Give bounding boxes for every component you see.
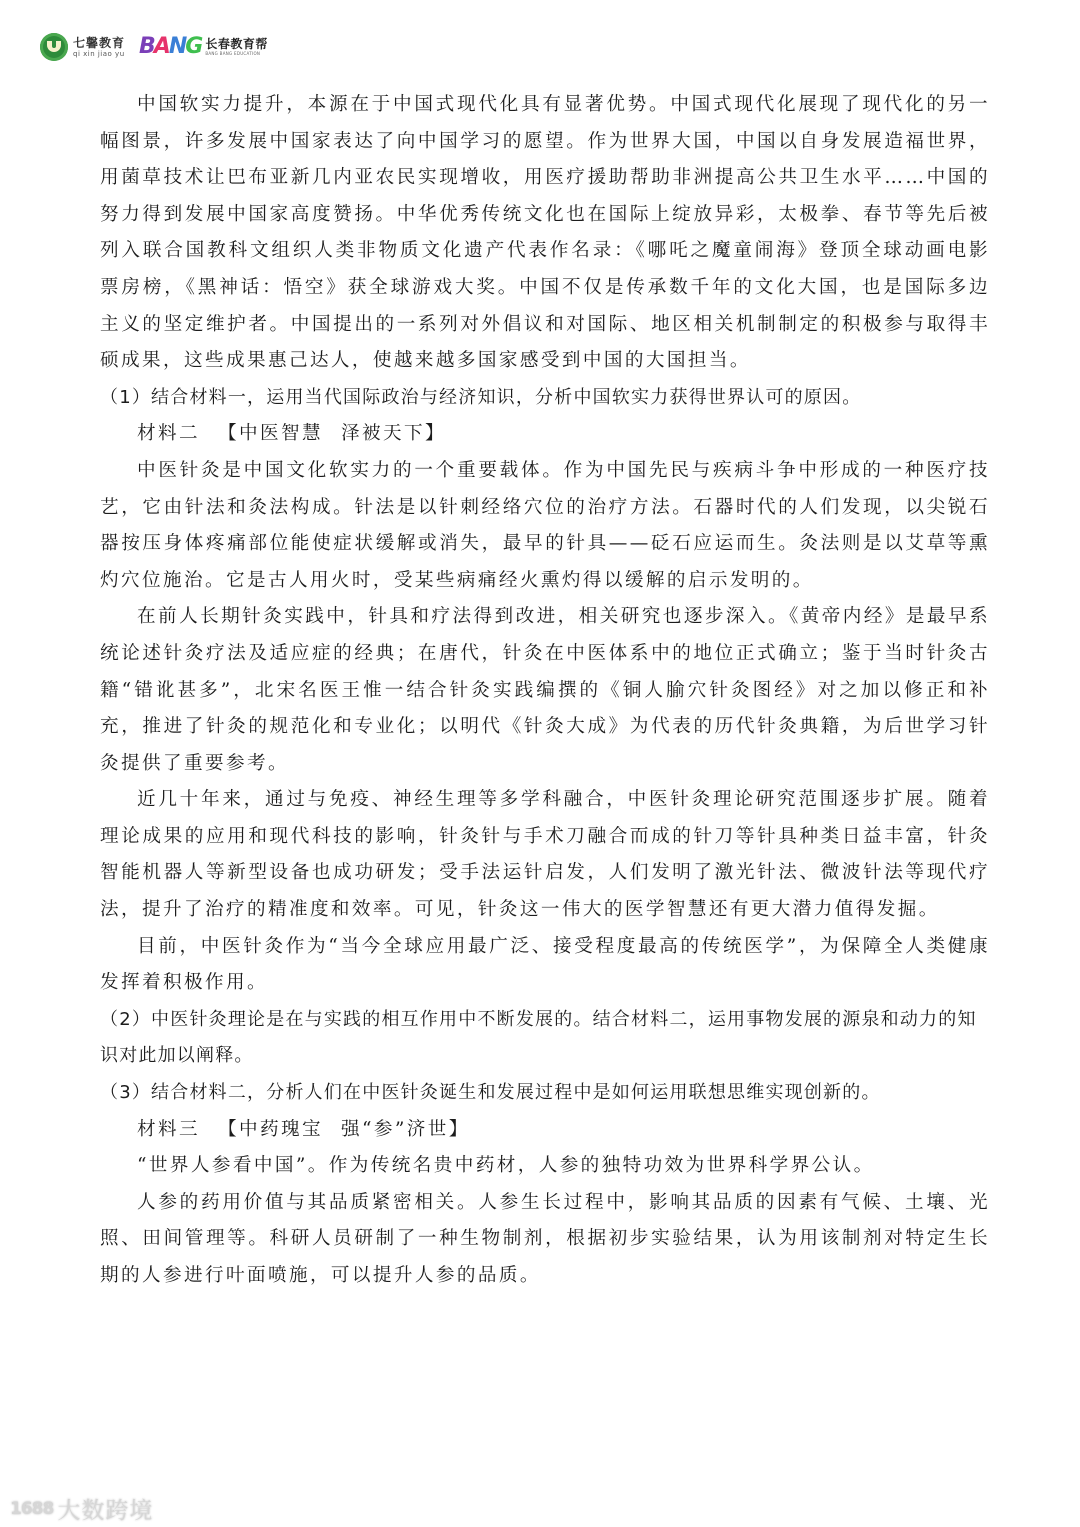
qixin-logo-text [73, 37, 125, 58]
qixin-name-cn: 七馨教育 [73, 35, 126, 50]
watermark-text: 大数跨境 [57, 1498, 154, 1524]
watermark-logo-icon: 1688 [10, 1498, 54, 1519]
material-three-title-part1: 【中药瑰宝 [217, 1118, 323, 1140]
qixin-name-pinyin: qi xin jiao yu [73, 49, 125, 58]
material-three-title-part2: 强“参”济世】 [340, 1118, 470, 1140]
question-1: （1）结合材料一，运用当代国际政治与经济知识，分析中国软实力获得世界认可的原因。 [100, 386, 862, 408]
material-two-paragraph: 近几十年来，通过与免疫、神经生理等多学科融合，中医针灸理论研究范围逐步扩展。随着理论成果的应用和现代科技的影响，针灸针与手术刀融合而成的针刀等针具种类日益丰富，针灸智能机器人等新型设备也成功研发；受手法运针启发，人们发明了激光针法、微波针法等现代疗法，提升了治疗的精准度和效率。可见，针灸这一伟大的医学智慧还有更大潜力值得发掘。 [100, 789, 990, 921]
material-two-paragraph: 目前，中医针灸作为“当今全球应用最广泛、接受程度最高的传统医学”，为保障全人类健康发挥着积极作用。 [100, 935, 990, 994]
material-three-label: 材料三 [137, 1118, 200, 1140]
material-three-paragraph: “世界人参看中国”。作为传统名贵中药材，人参的独特功效为世界科学界公认。 [137, 1155, 875, 1177]
material-three-heading [100, 1112, 990, 1149]
question-3: （3）结合材料二，分析人们在中医针灸诞生和发展过程中是如何运用联想思维实现创新的。 [100, 1082, 881, 1104]
bang-name-en: BANG BANG EDUCATION [205, 51, 261, 56]
bang-logo-text [205, 38, 268, 56]
material-two-label: 材料二 [137, 423, 200, 445]
material-two-heading [100, 416, 990, 453]
document-body [100, 87, 990, 1295]
material-one-paragraph: 中国软实力提升，本源在于中国式现代化具有显著优势。中国式现代化展现了现代化的另一幅图景，许多发展中国家表达了向中国学习的愿望。作为世界大国，中国以自身发展造福世界，用菌草技术让巴布亚新几内亚农民实现增收，用医疗援助帮助非洲提高公共卫生水平……中国的努力得到发展中国家高度赞扬。中华优秀传统文化也在国际上绽放异彩，太极拳、春节等先后被列入联合国教科文组织人类非物质文化遗产代表作名录：《哪吒之魔童闹海》登顶全球动画电影票房榜，《黑神话：悟空》获全球游戏大奖。中国不仅是传承数千年的文化大国，也是国际多边主义的坚定维护者。中国提出的一系列对外倡议和对国际、地区相关机制制定的积极参与取得丰硕成果，这些成果惠己达人，使越来越多国家感受到中国的大国担当。 [100, 94, 990, 372]
qixin-education-logo [40, 33, 125, 61]
material-three-paragraph: 人参的药用价值与其品质紧密相关。人参生长过程中，影响其品质的因素有气候、土壤、光照、田间管理等。科研人员研制了一种生物制剂，根据初步实验结果，认为用该制剂对特定生长期的人参进行叶面喷施，可以提升人参的品质。 [100, 1191, 990, 1286]
watermark [10, 1492, 153, 1525]
changchun-education-bang-logo [139, 36, 268, 58]
qixin-leaf-icon [40, 33, 68, 61]
bang-name-cn: 长春教育帮 [205, 37, 268, 51]
question-2: （2）中医针灸理论是在与实践的相互作用中不断发展的。结合材料二，运用事物发展的源泉和动力的知识对此加以阐释。 [100, 1008, 977, 1067]
bang-wordmark-icon: BANG [139, 34, 202, 59]
material-two-title-part1: 【中医智慧 [217, 423, 323, 445]
material-two-paragraph: 在前人长期针灸实践中，针具和疗法得到改进，相关研究也逐步深入。《黄帝内经》是最早系统论述针灸疗法及适应症的经典；在唐代，针灸在中医体系中的地位正式确立；鉴于当时针灸古籍“错讹甚多”，北宋名医王惟一结合针灸实践编撰的《铜人腧穴针灸图经》对之加以修正和补充，推进了针灸的规范化和专业化；以明代《针灸大成》为代表的历代针灸典籍，为后世学习针灸提供了重要参考。 [100, 606, 990, 774]
material-two-title-part2: 泽被天下】 [340, 423, 446, 445]
page-header [40, 30, 268, 64]
material-two-paragraph: 中医针灸是中国文化软实力的一个重要载体。作为中国先民与疾病斗争中形成的一种医疗技艺，它由针法和灸法构成。针法是以针刺经络穴位的治疗方法。石器时代的人们发现，以尖锐石器按压身体疼痛部位能使症状缓解或消失，最早的针具——砭石应运而生。灸法则是以艾草等熏灼穴位施治。它是古人用火时，受某些病痛经火熏灼得以缓解的启示发明的。 [100, 459, 990, 591]
